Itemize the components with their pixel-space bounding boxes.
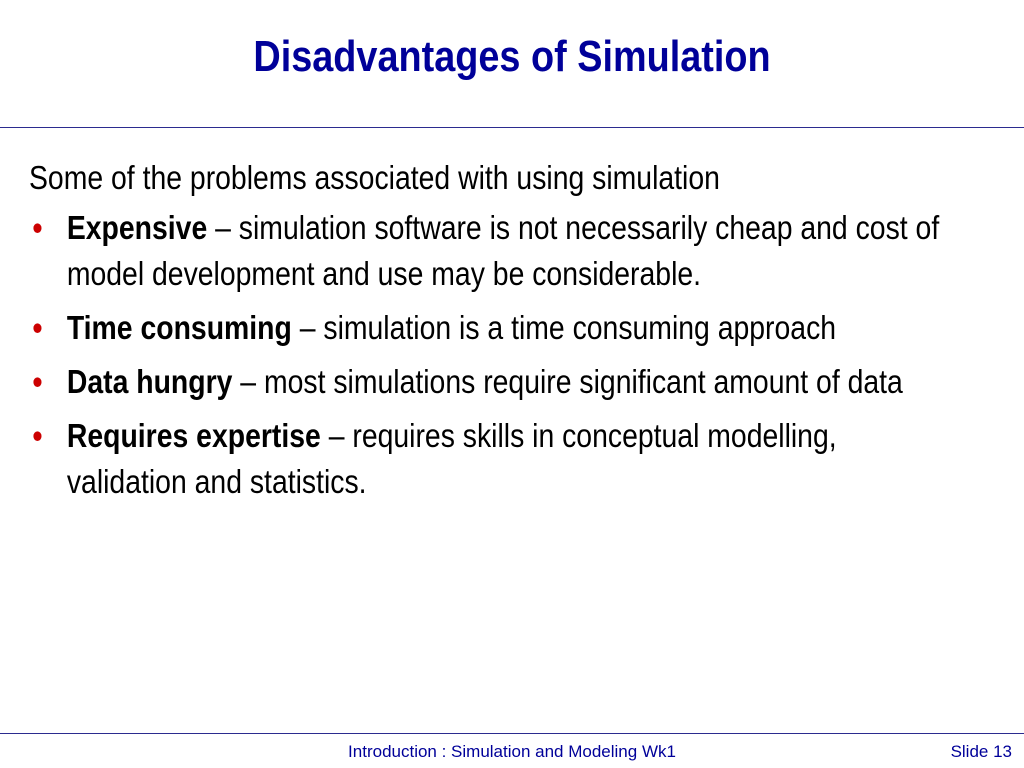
bullet-icon: • <box>32 363 43 400</box>
bullet-term: Expensive <box>66 209 208 246</box>
bullet-text: – simulation software is not necessarily cheap and cost of model development and use may be considerable. <box>66 209 940 292</box>
bullet-icon: • <box>32 209 43 246</box>
bullet-item-data-hungry <box>29 359 962 405</box>
bullet-list <box>29 205 962 505</box>
bullet-item-time-consuming <box>29 305 962 351</box>
bullet-term: Requires expertise <box>66 417 321 454</box>
title-divider <box>0 127 1024 128</box>
bullet-icon: • <box>32 309 43 346</box>
bullet-icon: • <box>32 417 43 454</box>
intro-text: Some of the problems associated with using simulation <box>29 159 720 196</box>
slide-number: Slide 13 <box>950 742 1012 761</box>
bullet-item-requires-expertise <box>29 413 962 505</box>
bullet-text: – simulation is a time consuming approach <box>291 309 837 346</box>
bullet-term: Data hungry <box>66 363 233 400</box>
bullet-text: – requires skills in conceptual modelling, validation and statistics. <box>66 417 837 500</box>
bullet-text: – most simulations require significant amount of data <box>232 363 903 400</box>
bullet-item-expensive <box>29 205 962 297</box>
footer-course-title: Introduction : Simulation and Modeling Wk1 <box>348 742 676 761</box>
bullet-term: Time consuming <box>66 309 292 346</box>
footer-divider <box>0 733 1024 734</box>
slide-body <box>29 155 962 513</box>
slide-title: Disadvantages of Simulation <box>253 32 771 81</box>
